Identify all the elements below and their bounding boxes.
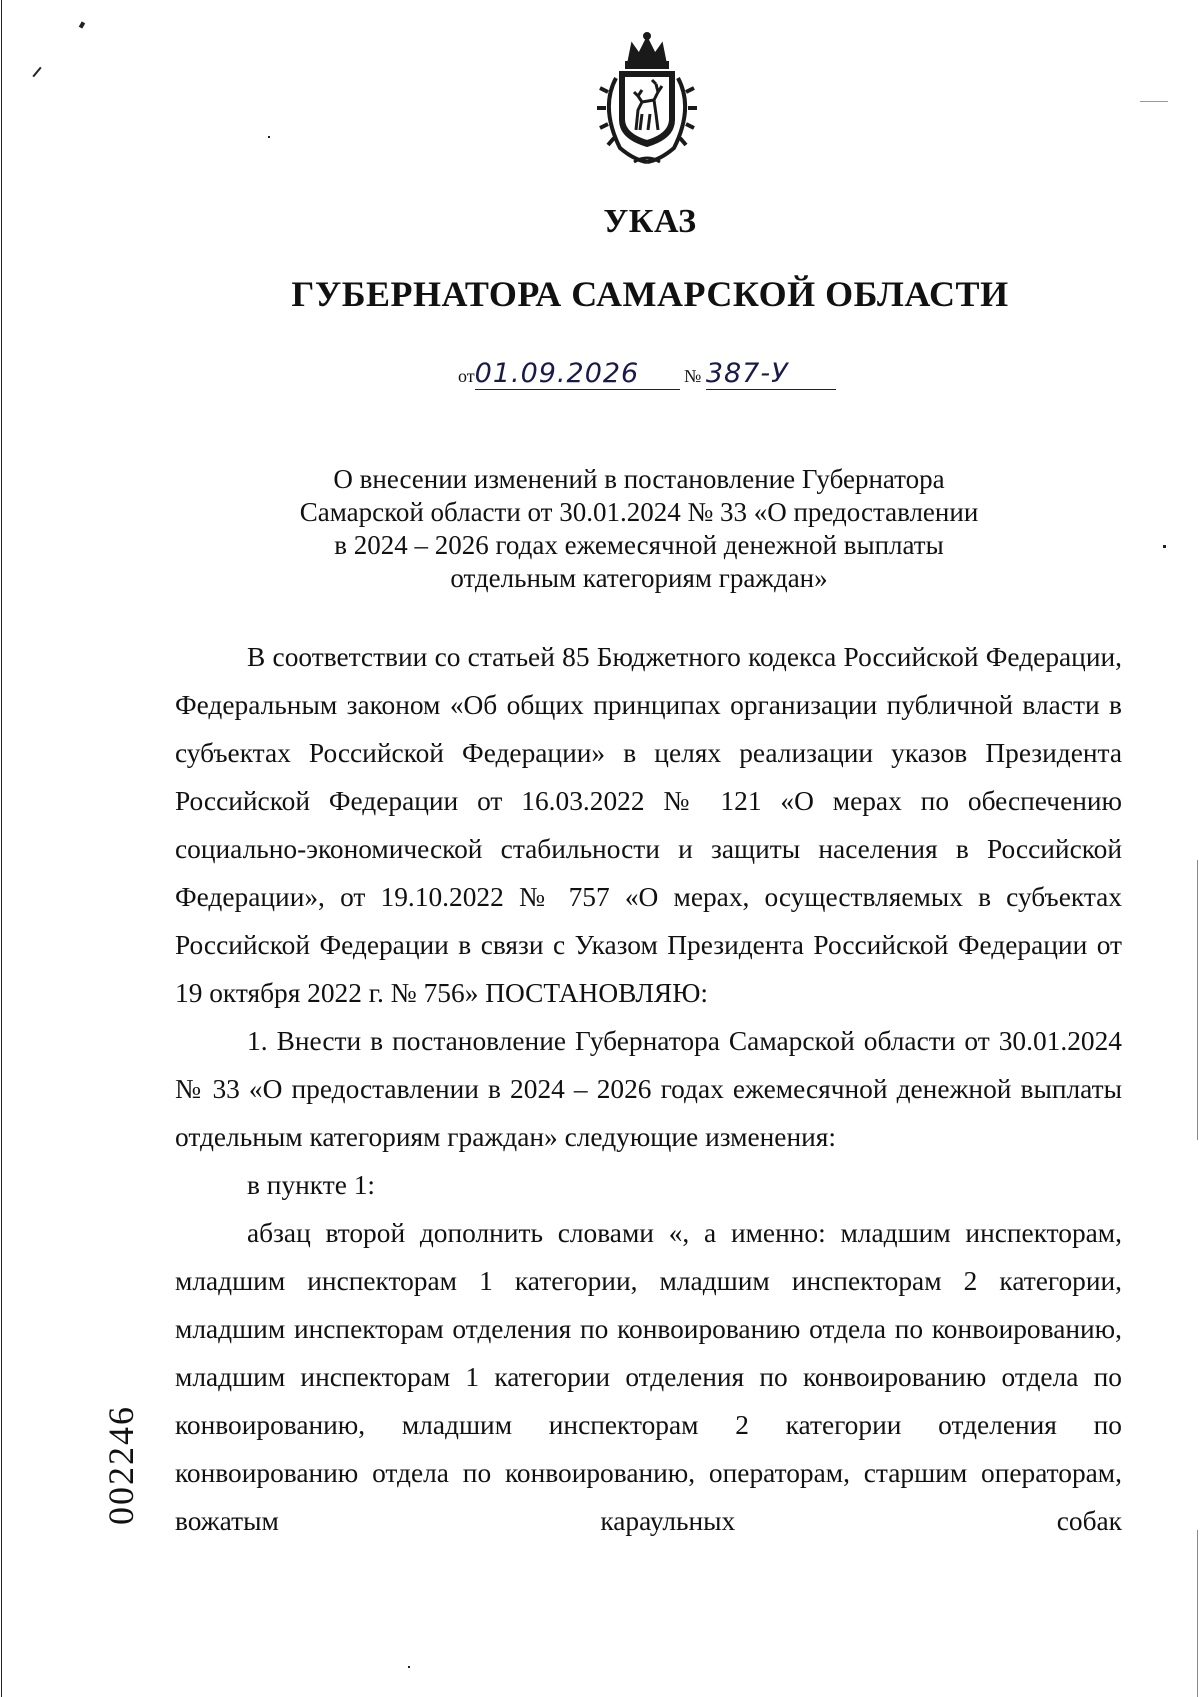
body-paragraph-subitem: в пункте 1:: [247, 1170, 376, 1200]
scan-speck: [268, 136, 270, 138]
subject-line: О внесении изменений в постановление Губернатора: [333, 464, 945, 494]
handwritten-number: 387-У: [705, 358, 789, 389]
scan-speck: [1163, 545, 1166, 548]
form-serial-number: 002246: [101, 1405, 141, 1525]
document-type-title: УКАЗ: [603, 203, 697, 240]
handwritten-date: 01.09.2026: [474, 358, 640, 389]
scan-speck: [79, 21, 85, 28]
scan-speck: [32, 67, 41, 77]
scan-edge-right: [1197, 860, 1198, 1140]
number-prefix: №: [684, 366, 702, 386]
body-paragraph-preamble: В соответствии со статьей 85 Бюджетного кодекса Российской Федерации, Федеральным законом «Об общих принципах организации публичной власти в субъектах Российской Федерации» в целях реализации указов Президента Российской Федерации от 16.03.2022 № 121 «О мерах по обеспечению социально-экономической стабильности и защиты населения в Российской Федерации», от 19.10.2022 № 757 «О мерах, осуществляемых в субъектах Российской Федерации в связи с Указом Президента Российской Федерации от 19 октября 2022 г. № 756» ПОСТАНОВЛЯЮ:: [175, 642, 1122, 1008]
body-paragraph-item-1: 1. Внести в постановление Губернатора Самарской области от 30.01.2024 № 33 «О предоставлении в 2024 – 2026 годах ежемесячной денежной выплаты отдельным категориям граждан» следующие изменения:: [175, 1026, 1122, 1152]
issuer-title: ГУБЕРНАТОРА САМАРСКОЙ ОБЛАСТИ: [291, 274, 1009, 314]
date-field: [475, 358, 680, 390]
scan-edge-right-lower: [1197, 1530, 1198, 1697]
scan-speck: [408, 1666, 410, 1668]
subject-line: Самарской области от 30.01.2024 № 33 «О предоставлении: [299, 497, 979, 527]
decree-meta: [458, 360, 836, 392]
date-prefix: от: [458, 366, 475, 386]
samara-coat-of-arms-icon: [586, 30, 708, 168]
scan-edge-left: [1, 0, 2, 1697]
number-field: [706, 358, 836, 390]
decree-body: [175, 633, 1122, 1545]
decree-subject: [254, 463, 1024, 595]
subject-line: отдельным категориям граждан»: [450, 563, 828, 593]
scan-speck: [1140, 101, 1168, 102]
body-paragraph-amendment: абзац второй дополнить словами «, а именно: младшим инспекторам, младшим инспекторам 1 категории, младшим инспекторам 2 категории, младшим инспекторам отделения по конвоированию отдела по конвоированию, младшим инспекторам 1 категории отделения по конвоированию отдела по конвоированию, младшим инспекторам 2 категории отделения по конвоированию отдела по конвоированию, операторам, старшим операторам, вожатым караульных собак: [175, 1218, 1122, 1536]
subject-line: в 2024 – 2026 годах ежемесячной денежной выплаты: [334, 530, 944, 560]
